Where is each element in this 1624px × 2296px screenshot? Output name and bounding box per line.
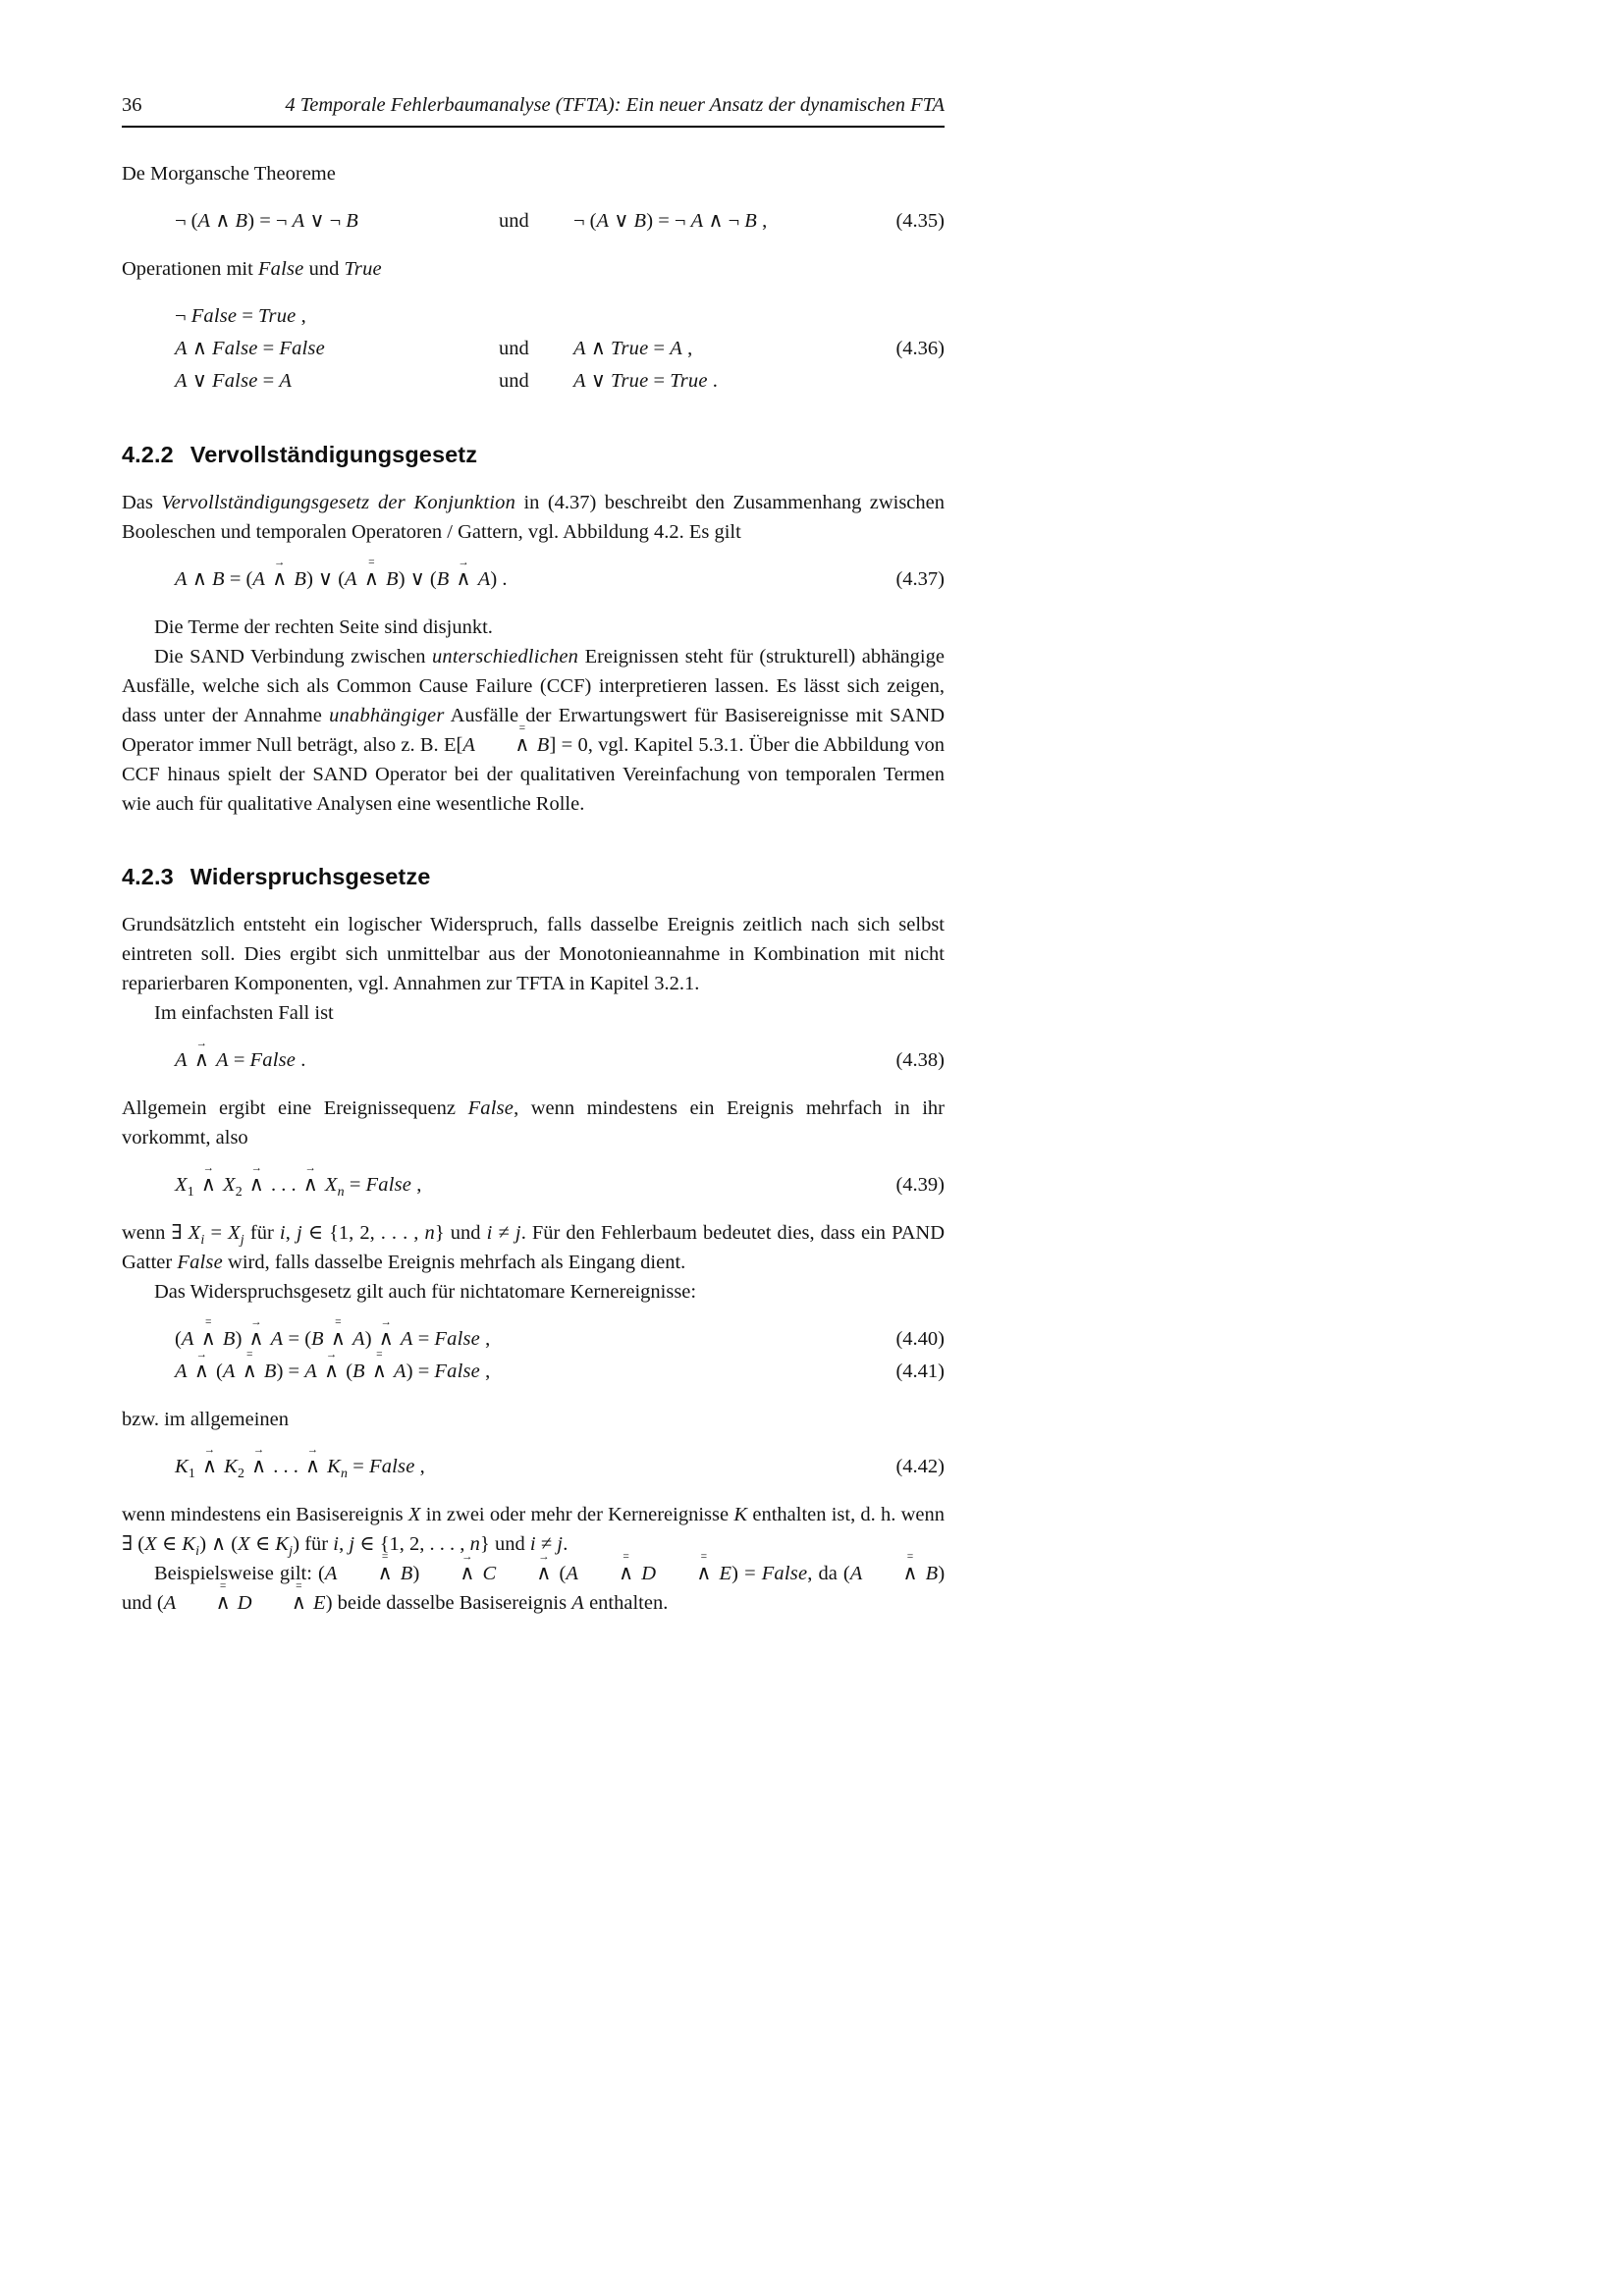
sand-operator-icon: = ∧ [259, 1588, 306, 1618]
formula-left: ¬ False = True , [175, 305, 306, 327]
equation-4-42 [122, 1452, 945, 1482]
formula-right: A ∧ True = A , [573, 338, 693, 359]
formula-connector: und [499, 338, 529, 359]
equation-group-4-40-4-41 [122, 1324, 945, 1387]
formula: A → ∧ (A = ∧ B) = A → ∧ (B = ∧ A) = False , [175, 1357, 854, 1387]
equation-row [122, 366, 945, 397]
paragraph: Beispielsweise gilt: (A = ∧ B) → ∧ C → ∧ (A = ∧ D = ∧ E) = False, da (A = ∧ B) und (A = ∧ D = ∧ E) beide dasselbe Basisereignis A enthalten. [122, 1559, 945, 1618]
formula: A ∧ B = (A → ∧ B) ∨ (A = ∧ B) ∨ (B → ∧ A) . [175, 564, 854, 595]
equation-number: (4.39) [895, 1174, 945, 1196]
sand-operator-icon: = ∧ [482, 730, 529, 760]
page-header [122, 0, 945, 128]
pand-operator-icon: → ∧ [324, 1357, 339, 1387]
equation-number: (4.41) [895, 1361, 945, 1382]
paragraph: bzw. im allgemeinen [122, 1409, 290, 1430]
section-number: 4.2.2 [122, 442, 174, 467]
paragraph: Die SAND Verbindung zwischen unterschiedlichen Ereignissen steht für (strukturell) abhängige Ausfälle, welche sich als Common Cause Failure (CCF) interpretieren lassen. Es lässt sich zeigen, dass unter der Annahme unabhängiger Ausfälle der Erwartungswert für Basisereignisse mit SAND Operator immer Null beträgt, also z. B. E[A = ∧ B] = 0, vgl. Kapitel 5.3.1. Über die Abbildung von CCF hinaus spielt der SAND Operator bei der qualitativen Vereinfachung von temporalen Termen wie auch für qualitative Analysen eine wesentliche Rolle. [122, 642, 945, 819]
sand-operator-icon: = ∧ [364, 564, 379, 595]
formula-right: ¬ (A ∨ B) = ¬ A ∧ ¬ B , [573, 210, 768, 232]
pand-operator-icon: → ∧ [504, 1559, 551, 1588]
document-page [122, 0, 945, 1618]
equation-4-39 [122, 1170, 945, 1201]
paragraph: wenn ∃ $X_i = X_j$ für i, j ∈ {1, 2, . . . , n} und i ≠ j. Für den Fehlerbaum bedeutet dies, dass ein PAND Gatter False wird, falls dasselbe Ereignis mehrfach als Eingang dient. [122, 1222, 946, 1273]
pand-operator-icon: → ∧ [249, 1170, 264, 1201]
pand-operator-icon: → ∧ [201, 1170, 216, 1201]
formula: (A = ∧ B) → ∧ A = (B = ∧ A) → ∧ A = False , [175, 1324, 854, 1355]
equation-number: (4.42) [895, 1456, 945, 1477]
formula: A → ∧ A = False . [175, 1045, 854, 1076]
formula-left: ¬ (A ∧ B) = ¬ A ∨ ¬ B [175, 210, 358, 232]
section-title: Vervollständigungsgesetz [189, 442, 478, 467]
equation-number: (4.40) [895, 1328, 945, 1350]
paragraph: Grundsätzlich entsteht ein logischer Widerspruch, falls dasselbe Ereignis zeitlich nach sich selbst eintreten soll. Dies ergibt sich unmittelbar aus der Monotonieannahme in Kombination mit nicht reparierbaren Komponenten, vgl. Annahmen zur TFTA in Kapitel 3.2.1. [122, 914, 945, 994]
pand-operator-icon: → ∧ [427, 1559, 474, 1588]
formula-connector: und [499, 210, 529, 232]
equation-group-4-36 [122, 301, 945, 397]
page-number: 36 [122, 94, 142, 116]
paragraph: Das Widerspruchsgesetz gilt auch für nichtatomare Kernereignisse: [154, 1281, 697, 1303]
pand-operator-icon: → ∧ [457, 564, 471, 595]
paragraph: wenn mindestens ein Basisereignis X in zwei oder mehr der Kernereignisse K enthalten ist, d. h. wenn ∃ (X ∈ $K_i$) ∧ (X ∈ $K_j$) für i, j ∈ {1, 2, . . . , n} und i ≠ j. [122, 1504, 945, 1560]
paragraph: Die Terme der rechten Seite sind disjunkt. [154, 616, 493, 638]
section-title: Widerspruchsgesetze [189, 864, 431, 889]
pand-operator-icon: → ∧ [249, 1324, 264, 1355]
sand-operator-icon: = ∧ [664, 1559, 711, 1588]
equation-number: (4.38) [895, 1049, 945, 1071]
formula: $X_1$ → ∧ $X_2$ → ∧ . . . → ∧ $X_n$ = False , [175, 1170, 854, 1201]
pand-operator-icon: → ∧ [305, 1452, 320, 1482]
pand-operator-icon: → ∧ [303, 1170, 318, 1201]
sand-operator-icon: = ∧ [331, 1324, 346, 1355]
paragraph: Allgemein ergibt eine Ereignissequenz False, wenn mindestens ein Ereignis mehrfach in ihr vorkommt, also [122, 1097, 946, 1148]
equation-row [122, 301, 945, 332]
pand-operator-icon: → ∧ [251, 1452, 266, 1482]
equation-row [122, 334, 945, 364]
operations-intro: Operationen mit False und True [122, 258, 382, 280]
sand-operator-icon: = ∧ [243, 1357, 257, 1387]
paragraph: Im einfachsten Fall ist [154, 1002, 334, 1024]
pand-operator-icon: → ∧ [272, 564, 287, 595]
equation-number: (4.35) [895, 210, 945, 232]
formula-right: A ∨ True = True . [573, 370, 718, 392]
section-heading-4-2-3 [122, 864, 945, 890]
equation-number: (4.36) [895, 338, 945, 359]
formula-left: A ∧ False = False [175, 338, 325, 359]
sand-operator-icon: = ∧ [586, 1559, 633, 1588]
formula: $K_1$ → ∧ $K_2$ → ∧ . . . → ∧ $K_n$ = False , [175, 1452, 854, 1482]
equation-4-37 [122, 564, 945, 595]
sand-operator-icon: = ∧ [201, 1324, 216, 1355]
sand-operator-icon: = ∧ [871, 1559, 918, 1588]
equation-number: (4.37) [895, 568, 945, 590]
formula-left: A ∨ False = A [175, 370, 293, 392]
sand-operator-icon: = ∧ [346, 1559, 393, 1588]
section-number: 4.2.3 [122, 864, 174, 889]
sand-operator-icon: = ∧ [184, 1588, 231, 1618]
running-title: 4 Temporale Fehlerbaumanalyse (TFTA): Ein neuer Ansatz der dynamischen FTA [285, 94, 945, 116]
demorgan-intro: De Morgansche Theoreme [122, 163, 336, 185]
pand-operator-icon: → ∧ [194, 1045, 209, 1076]
pand-operator-icon: → ∧ [202, 1452, 217, 1482]
pand-operator-icon: → ∧ [379, 1324, 394, 1355]
section-heading-4-2-2 [122, 442, 945, 468]
equation-4-41 [122, 1357, 945, 1387]
pand-operator-icon: → ∧ [194, 1357, 209, 1387]
equation-4-35 [122, 206, 945, 237]
equation-4-40 [122, 1324, 945, 1355]
formula-connector: und [499, 370, 529, 392]
paragraph: Das Vervollständigungsgesetz der Konjunktion in (4.37) beschreibt den Zusammenhang zwischen Booleschen und temporalen Operatoren / Gattern, vgl. Abbildung 4.2. Es gilt [122, 492, 946, 543]
equation-4-38 [122, 1045, 945, 1076]
sand-operator-icon: = ∧ [372, 1357, 387, 1387]
